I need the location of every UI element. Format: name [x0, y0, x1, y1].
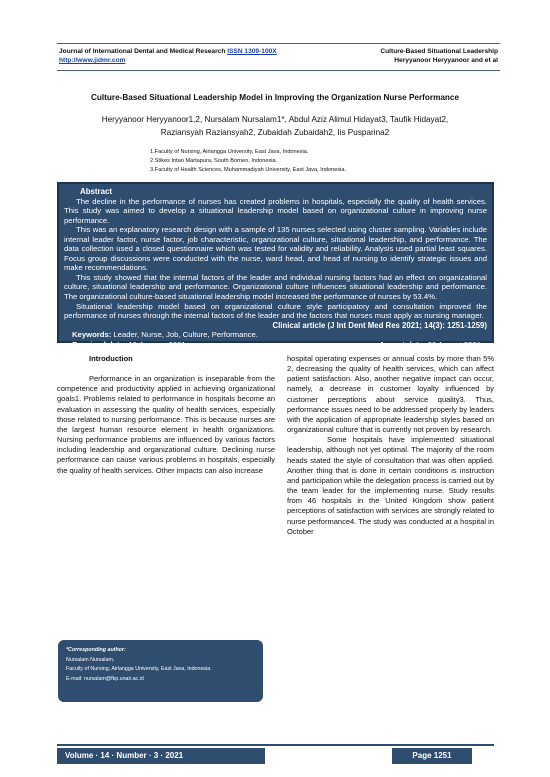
abstract-paragraph: This was an explanatory research design with a sample of 135 nurses selected using cluster sampling. Variables include internal leader factor, nurse factor, job characteristic, organizational culture, situational leadership, and performance. The data collection used a closed questionnaire which was tested for validity and reliability. Analysis used partial least squares. Focus group discussions were conducted with the nurse, ward head, and head of nursing to identify strategic issues and make recommendations.	[64, 225, 487, 273]
affiliation-item: 2.Stikes Intan Martapura, South Borneo, Indonesia.	[150, 157, 278, 164]
author-line-2: Raziansyah Raziansyah2, Zubaidah Zubaidah2, Iis Pusparina2	[160, 128, 390, 137]
author-list	[50, 113, 500, 139]
journal-header	[57, 43, 500, 71]
body-paragraph: Some hospitals have implemented situational leadership, although not yet optimal. The majority of the room heads stated the style of consultation that was often applied. Another thing that is done in certain conditions is instruction and participation while the delegation process is carried out by the team leader for the implementing nurse. Study results from 46 hospitals in the United Kingdom show patient perceptions of satisfaction with services are strongly related to nurse performance4. The study was conducted at a hospital in October	[287, 435, 494, 536]
corresponding-author-box	[58, 640, 263, 702]
author-line-1: Heryyanoor Heryyanoor1,2, Nursalam Nursalam1*, Abdul Aziz Alimul Hidayat3, Taufik Hidayat2,	[101, 115, 449, 124]
accept-date: 06 August 2021	[427, 339, 481, 349]
abstract-paragraph: Situational leadership model based on organizational culture style participatory and consultation improved the performance of nurses through the internal factors of the leader and the factors that nurses must apply as nursing manager.	[64, 301, 487, 321]
corresponding-address: Faculty of Nursing, Airlangga University, East Java, Indonesia.	[66, 666, 212, 672]
corresponding-email[interactable]: E-mail: nursalam@fkp.unair.ac.id	[66, 675, 144, 682]
volume-label: Volume · 14 · Number · 3 · 2021	[57, 748, 265, 764]
keywords	[64, 330, 487, 340]
affiliations	[150, 148, 346, 174]
corresponding-heading: *Corresponding author:	[66, 647, 126, 653]
running-title: Culture-Based Situational Leadership	[380, 48, 498, 55]
journal-name: Journal of International Dental and Medical Research	[59, 48, 226, 55]
dates-row	[64, 340, 487, 350]
abstract-heading: Abstract	[80, 187, 113, 196]
article-title: Culture-Based Situational Leadership Model in Improving the Organization Nurse Performance	[90, 93, 460, 102]
abstract-paragraph: This study showed that the internal factors of the leader and individual nursing factors had an effect on organizational culture, situational leadership and performance. Organizational culture influences situational leadership and performance. The organizational culture-based situational leadership model increased the performance of nurses by 53.4%.	[64, 272, 487, 302]
body-paragraph: Performance in an organization is inseparable from the competence and productivity applied in achieving organizational goals1. Problems related to performance in hospitals become an evaluation in assessing the quality of health services, especially those related to nursing performance. This is because nurses are the largest human resource element in health organizations. Nursing performance problems are influenced by various factors including leadership and organizational culture. Declining nurse performance can cause various problems in hospitals, especially the quality of health services. Other impacts can also increase	[57, 374, 275, 475]
body-paragraph: hospital operating expenses or annual costs by more than 5% 2, decreasing the quality of health services, which can affect patient satisfaction. Also, another negative impact can occur, namely, a decrease in customer loyalty influenced by customer perceptions about service quality3. Thus, performance issues need to be addressed properly by leaders with the application of appropriate leadership styles based on organizational culture that is currently not proven by research.	[287, 354, 494, 435]
right-column	[287, 354, 494, 537]
issn-link[interactable]: ISSN 1309-100X	[227, 48, 277, 55]
affiliation-item: 3.Faculty of Health Sciences, Muhammadiyah University, East Java, Indonesia.	[150, 166, 347, 173]
affiliation-item: 1.Faculty of Nursing, Airlangga University, East Java, Indonesia.	[150, 149, 309, 155]
corresponding-name: Nursalam Nursalam,	[66, 656, 115, 663]
keywords-value: Leader, Nurse, Job, Culture, Performance.	[113, 330, 258, 340]
received-label: Received date:	[72, 339, 127, 349]
section-heading-introduction: Introduction	[89, 354, 133, 363]
accept-label: Accept date:	[379, 339, 426, 349]
running-authors: Heryyanoor Heryyanoor and et al	[394, 57, 498, 64]
keywords-label: Keywords:	[72, 330, 112, 340]
page-footer	[57, 744, 494, 768]
received-date: 19 January 2021	[128, 339, 186, 349]
abstract-paragraph: The decline in the performance of nurses has created problems in hospitals, especially the quality of health services. This study was aimed to develop a situational leadership model based on organizational culture in improving nurse performance.	[64, 196, 487, 225]
journal-url-link[interactable]: http://www.jidmr.com	[59, 57, 126, 64]
citation: Clinical article (J Int Dent Med Res 2021; 14(3): 1251-1259)	[272, 320, 487, 330]
abstract-box	[57, 182, 494, 349]
left-column	[57, 354, 275, 476]
page-number: Page 1251	[392, 748, 472, 764]
